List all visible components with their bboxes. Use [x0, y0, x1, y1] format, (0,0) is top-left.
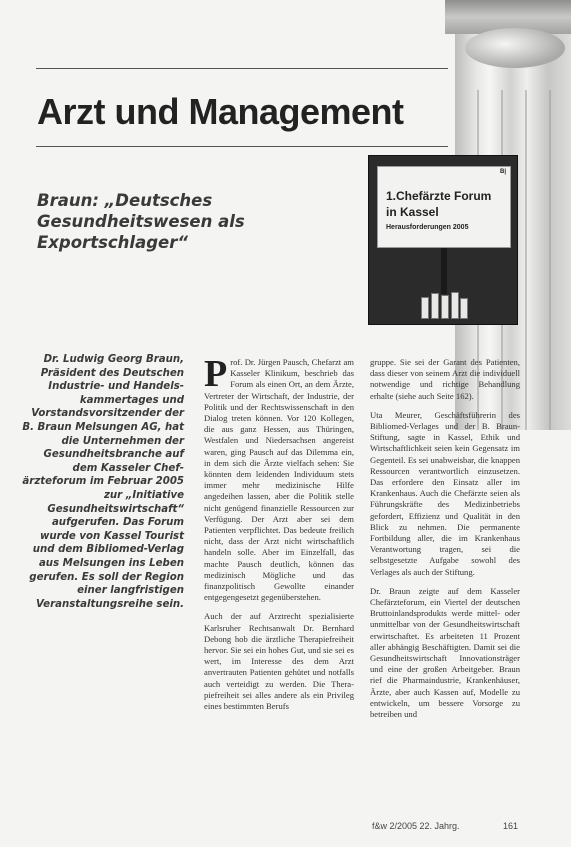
page-title: Arzt und Management [37, 91, 404, 132]
column-capital-scroll [465, 28, 565, 68]
book [451, 292, 459, 319]
body-paragraph: gruppe. Sie sei der Garant des Patienten, dass dieser von seinem Arzt die individuell notwendige und richtige Behandlung erhalte (siehe auch Seite 162). [370, 357, 520, 401]
sign-corner-mark: B| [499, 169, 506, 175]
book [431, 293, 439, 319]
footer-page-number: 161 [503, 821, 519, 831]
forum-sign [377, 166, 511, 248]
top-rule [36, 68, 448, 69]
lead-paragraph: Dr. Ludwig Georg Braun, Präsident des Deutschen Industrie- und Handelskammertages und Vorstandsvorsitzender der B. Braun Melsungen AG, hat die Unternehmen der Gesundheitsbranche auf dem Kasseler Chefärzteforum im Februar 2005 zur „Initiative Gesundheitswirtschaft“ aufgerufen. Das Forum wurde von Kassel Tourist und dem Bibliomed-Verlag aus Melsungen ins Leben gerufen. Es soll der Region einer langfristigen Veranstaltungsreihe sein. [22, 354, 184, 610]
article-subtitle: Braun: „Deutsches Gesundheitswesen als Exportschlager“ [37, 191, 245, 252]
book [441, 295, 449, 319]
drop-cap: P [204, 353, 228, 395]
body-paragraph: Dr. Braun zeigte auf dem Kasseler Chefärzteforum, ein Viertel der deutschen Bruttoinlandsprodukts werde mittel- oder unmittelbar von der Gesundheitswirtschaft erwirtschaftet. Es arbeiteten 11 Prozent aller abhängig Beschäftigten. Damit sei die Gesundheitswirtschaft Innovationsträger und eine der großen Arbeitgeber. Braun rief die Pharmaindustrie, Krankenhäuser, Ärzte, aber auch Kassen auf, Modelle zu entwickeln, um bessere Vorsorge zu betreiben und [370, 585, 520, 720]
body-column-1 [204, 353, 354, 720]
column-flute [525, 90, 527, 430]
footer-journal-info: f&w 2/2005 22. Jahrg. [372, 821, 460, 831]
sign-line-subtitle: Herausforderungen 2005 [386, 224, 469, 231]
body-column-2 [370, 357, 520, 728]
sign-line-location: in Kassel [386, 205, 439, 219]
book-display [419, 291, 469, 319]
book [421, 297, 429, 319]
body-paragraph: Uta Meurer, Geschäftsführerin des Bibliomed-Verlages und der B. Braun-Stiftung, sagte in Kassel, Ethik und Wirtschaftlichkeit seien kein Gegensatz im Gegenteil. Es sei unabweisbar, die knappen Ressourcen verantwortlich einzusetzen. Das erfordere den Einsatz aller im Krankenhaus. Auch die Chefärzte seien als Führungskräfte des Medizinbetriebs gefordert, Effizienz und Qualität in den Blick zu nehmen. Die permanente Fortbildung aller, die im Krankenhaus Verantwortung tragen, sei die selbstgesetzte Aufgabe sowohl des Verlages als auch der Stiftung. [370, 409, 520, 577]
column-flute [549, 90, 551, 430]
sign-line-forum: 1.Chefärzte Forum [386, 189, 492, 203]
event-photo [368, 155, 518, 325]
body-paragraph [204, 353, 354, 603]
body-text: rof. Dr. Jürgen Pausch, Chefarzt am Kasseler Klinikum, beschrieb das Forum als einen Ort, an dem Ärzte, Vertreter der Wirtschaft, der Industrie, der Politik und der Rechtswissenschaft in den Dialog treten können. Vor 120 Kollegen, die aus ganz Hessen, aus Thüringen, Westfalen und Niedersachsen angereist waren, ging Pausch auf das Dilemma ein, in dem sich die Ärzte vielfach sehen: Sie könnten dem leidenden Individuum stets immer mehr medizinische Hilfe angedeihen lassen, aber die Politik stelle nicht genügend finanzielle Ressourcen zur Verfügung. Der Arzt aber sei dem Patienten verpflichtet. Das bedeute freilich nicht, dass der Arzt nicht wirtschaftlich handeln solle. Aber im Einzelfall, das machte Pausch deutlich, können das medizinisch Mögliche und das finanzpolitisch Gewollte einander entgegengesetzt gegenüberstehen. [204, 357, 354, 603]
title-rule [36, 146, 448, 147]
sign-stand [441, 248, 447, 294]
book [460, 298, 468, 319]
body-paragraph: Auch der auf Arztrecht spezialisierte Karlsruher Rechtsanwalt Dr. Bernhard Debong hob die ärztliche Therapiefreiheit hervor. Sie sei ein hohes Gut, und sie sei es wert, im Interesse des dem Arzt anvertrauten Patienten gehütet und notfalls auch verteidigt zu werden. Die Therapiefreiheit sei alles andere als ein Privileg eines bestimmten Berufs [204, 611, 354, 712]
